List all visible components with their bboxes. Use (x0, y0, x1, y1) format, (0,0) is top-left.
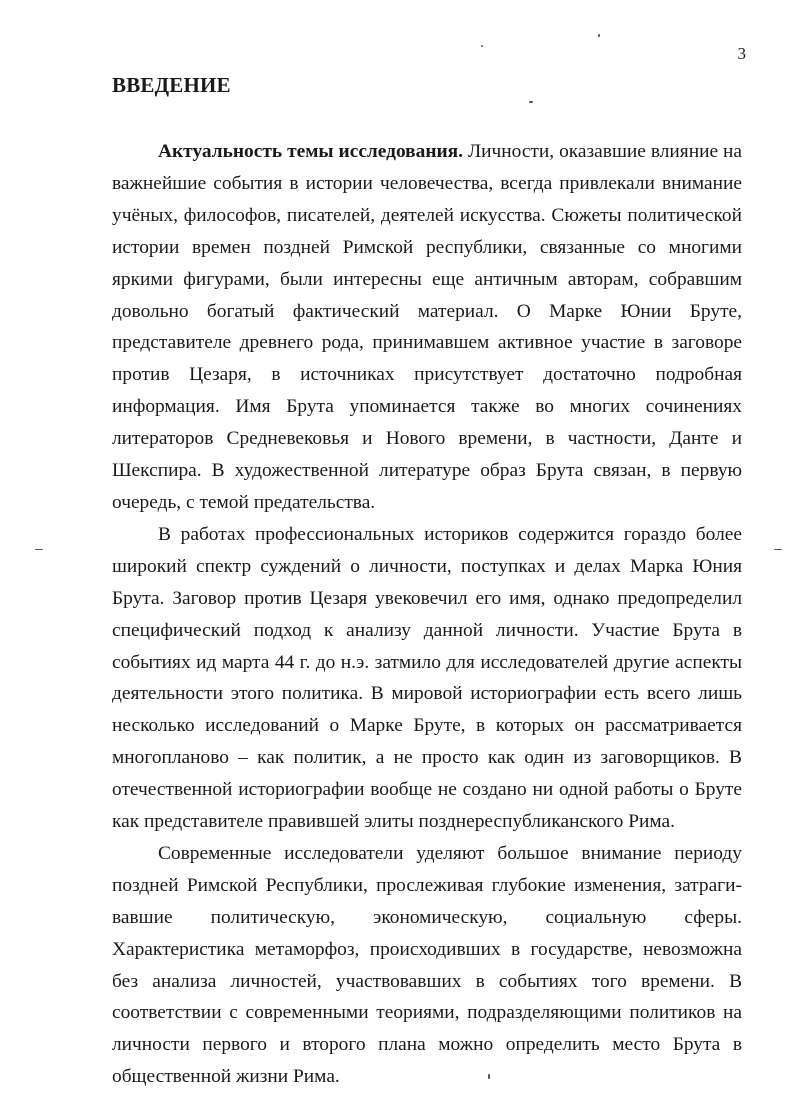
scan-speck (488, 1074, 490, 1079)
paragraph-text: Современные исследователи уделяют большое внимание периоду поздней Римской Республики, прослеживая глубокие изменения, затрагивавшие политическую, экономическую, социальную сферы. Характеристика метаморфоз, происходивших в государстве, невозможна без анализа личностей, участвовавших в событиях того времени. В соответствии с современными теориями, подразделяющими политиков на личности первого и второго плана можно определить место Брута в общественной жизни Рима. (112, 842, 742, 1088)
section-heading: ВВЕДЕНИЕ (112, 73, 231, 97)
scan-speck (35, 549, 43, 550)
paragraph-lead: Актуальность темы исследования. (158, 141, 464, 162)
scan-speck (598, 34, 600, 37)
scan-speck (774, 549, 782, 550)
paragraph-text: В работах профессиональных историков содержится гораздо более широкий спектр суждений о личности, поступках и делах Марка Юния Брута. Заговор против Цезаря увековечил его имя, однако предопределил специфический подход к анализу данной личности. Участие Брута в событиях ид марта 44 г. до н.э. затмило для исследователей другие аспекты деятельности этого политика. В мировой историографии есть всего лишь несколько исследований о Марке Бруте, в которых он рассматривается многопланово – как политик, а не просто как один из заговорщиков. В отечественной историографии вообще не создано ни одной работы о Бруте как представителе правившей элиты позднереспубликанского Рима. (112, 523, 742, 833)
page-number: 3 (737, 44, 746, 63)
scan-speck (529, 101, 533, 103)
paragraph-text: Личности, оказавшие влияние на важнейшие события в истории человечества, всегда привлекали внимание учёных, философов, писателей, деятелей искусства. Сюжеты политической истории времен поздней Римской республики, связанные со многими яркими фигурами, были интересны еще античным авторам, собравшим довольно богатый фактический материал. О Марке Юнии Бруте, представителе древнего рода, принимавшем активное участие в заговоре против Цезаря, в источниках присутствует достаточно подробная информация. Имя Брута упоминается также во многих сочинениях литераторов Средневековья и Нового времени, в частности, Данте и Шекспира. В художественной литературе образ Брута связан, в первую очередь, с темой предательства. (112, 141, 743, 513)
scan-speck (481, 45, 483, 47)
paragraph-2 (112, 519, 742, 838)
paragraph-3 (112, 838, 742, 1093)
body-text (112, 136, 742, 1093)
paragraph-1 (112, 136, 742, 519)
